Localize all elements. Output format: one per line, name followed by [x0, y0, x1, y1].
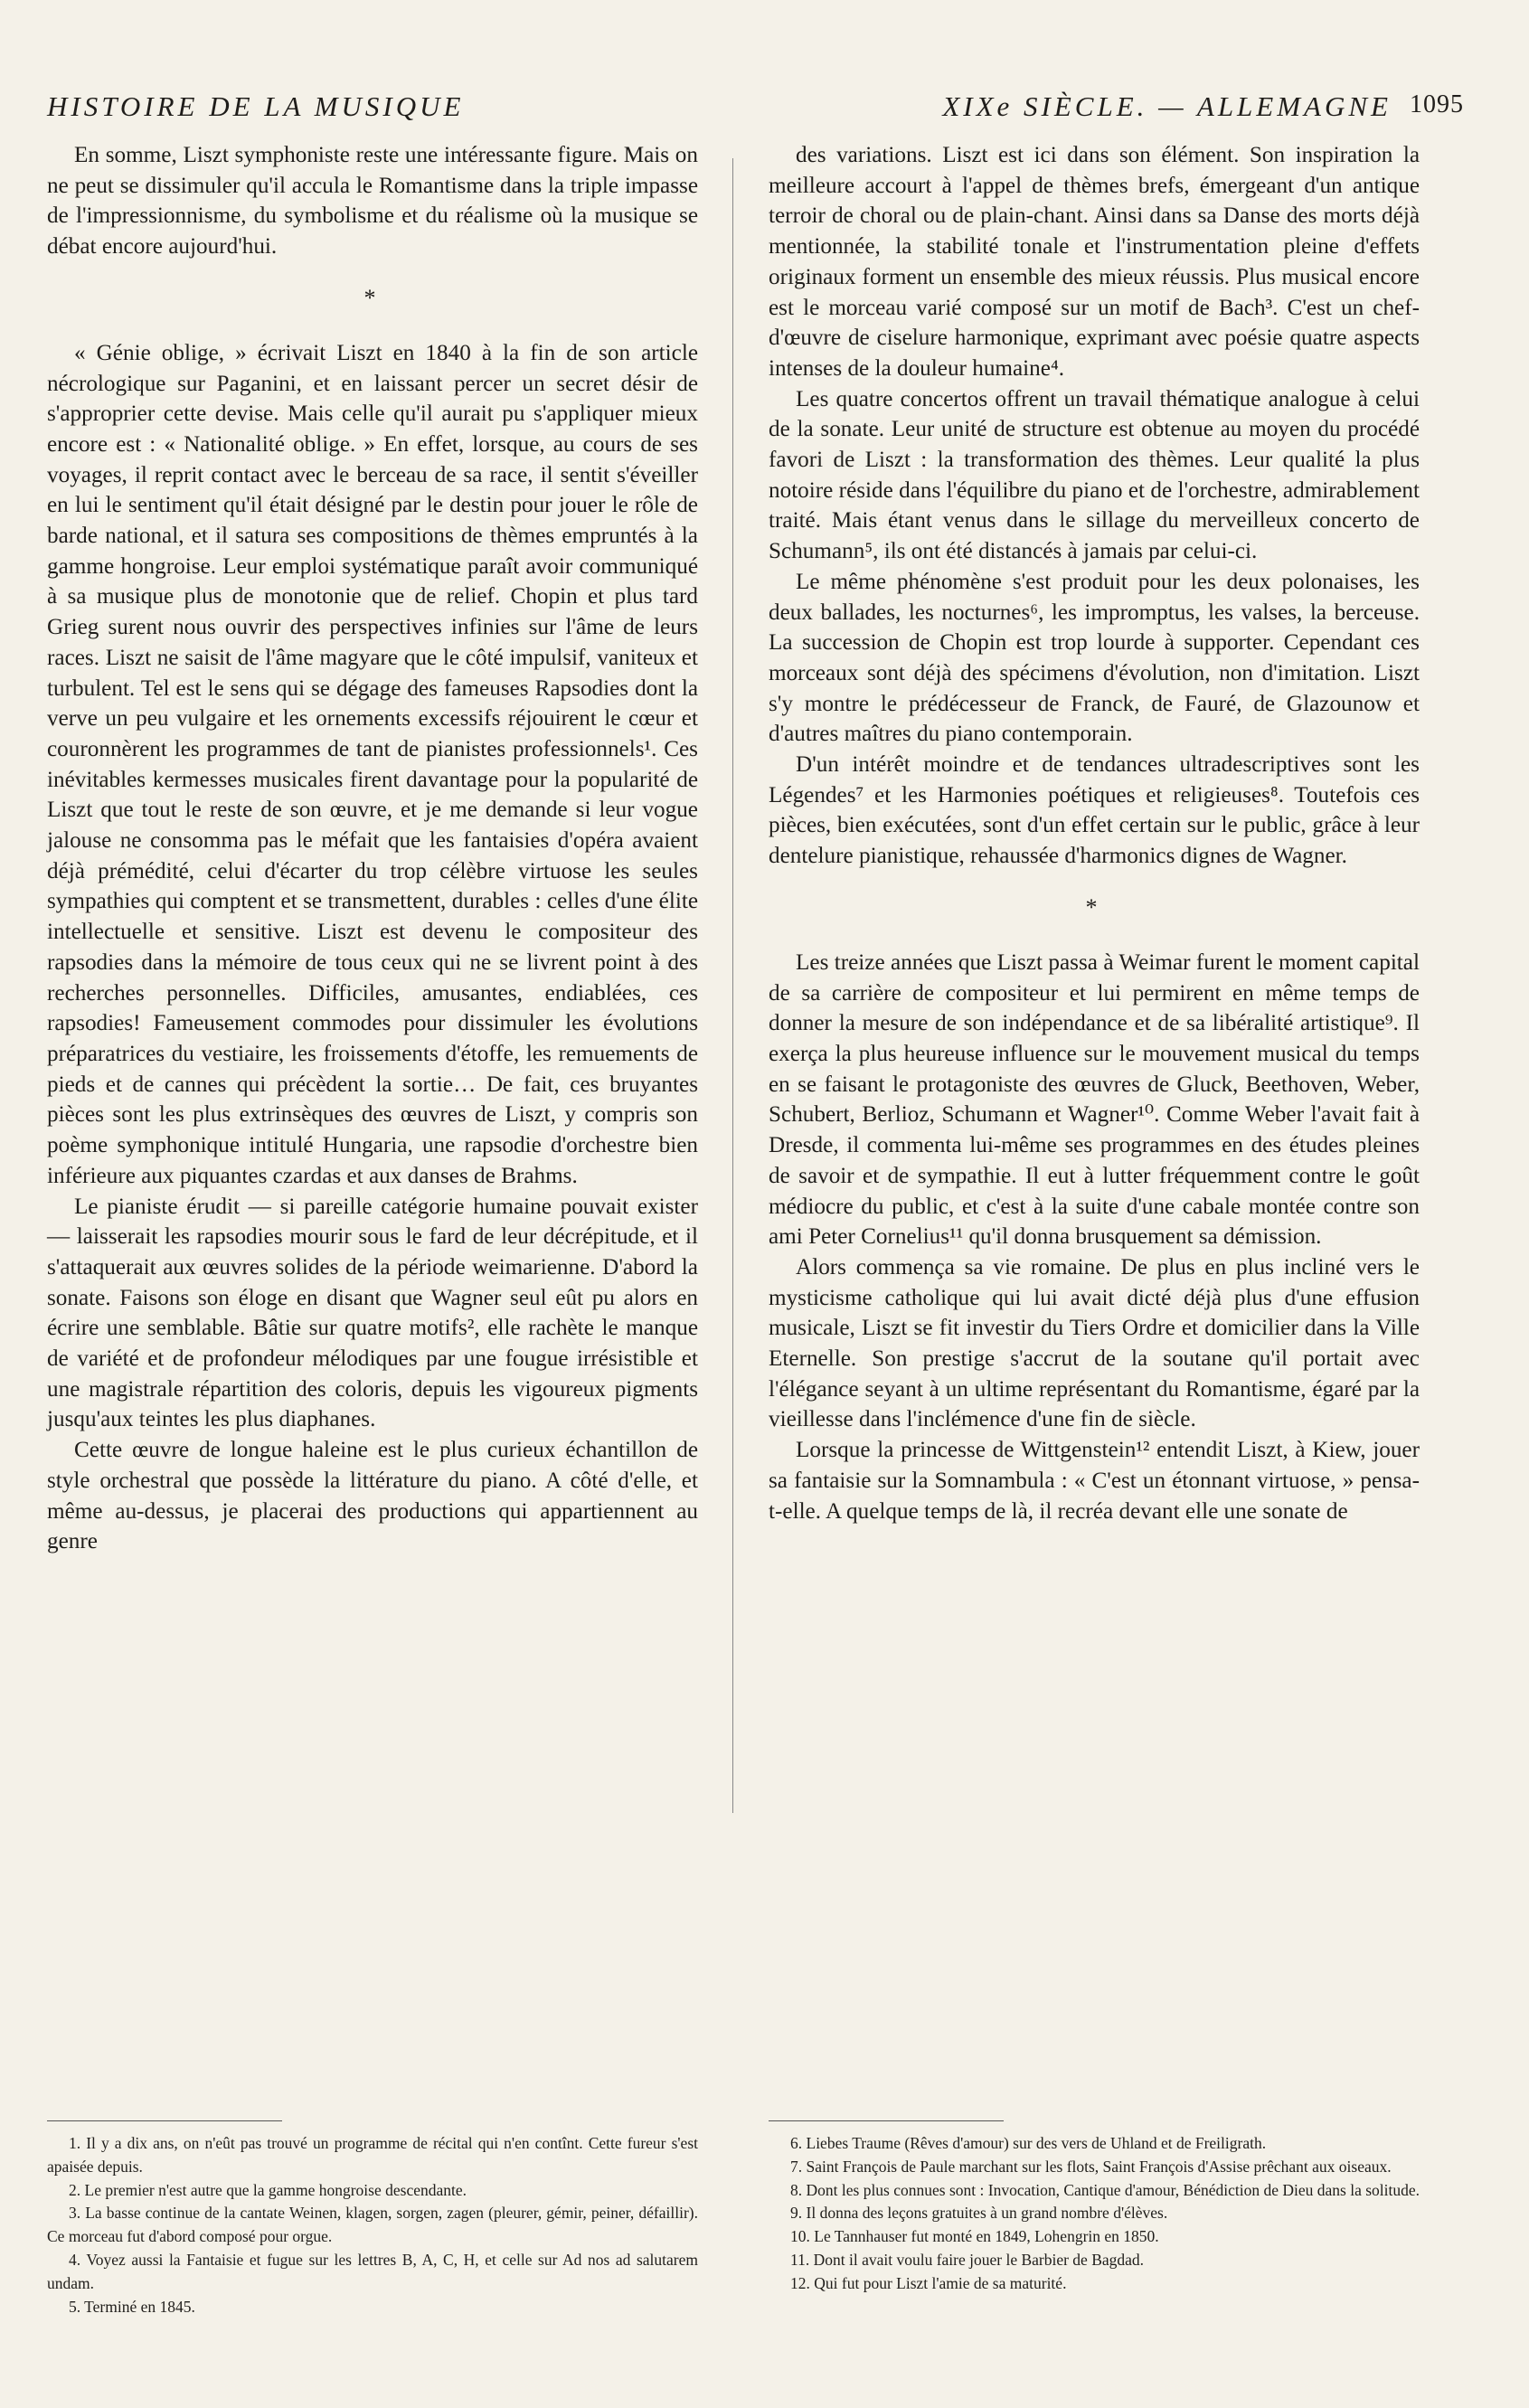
column-divider	[732, 158, 733, 1813]
paragraph: des variations. Liszt est ici dans son élément. Son inspiration la meilleure accourt à l'appel de thèmes brefs, émergeant d'un antique terroir de choral ou de plain-chant. Ainsi dans sa Danse des morts déjà mentionnée, la stabilité tonale et l'instrumentation pleine d'effets originaux forment un ensemble des mieux réussis. Plus musical encore est le morceau varié composé sur un motif de Bach³. C'est un chef-d'œuvre de ciselure harmonique, exprimant avec poésie quatre aspects intenses de la douleur humaine⁴.	[769, 143, 1420, 381]
paragraph: Le pianiste érudit — si pareille catégorie humaine pouvait exister — laisserait les rapsodies mourir sous le fard de leur décrépitude, et il s'attaquerait aux œuvres solides de la période weimarienne. D'abord la sonate. Faisons son éloge en disant que Wagner seul eût pu alors en écrire une semblable. Bâtie sur quatre motifs², elle rachète le manque de variété et de profondeur mélodiques par une fougue irrésistible et une magistrale répartition des coloris, depuis les vigoureux pigments jusqu'aux teintes les plus diaphanes.	[47, 1194, 698, 1432]
left-column	[47, 140, 698, 1557]
footnote: 2. Le premier n'est autre que la gamme hongroise descendante.	[69, 2180, 467, 2199]
paragraph: Alors commença sa vie romaine. De plus en plus incliné vers le mysticisme catholique qui lui avait dicté déjà plus d'une effusion musicale, Liszt se fit investir du Tiers Ordre et domicilier dans la Ville Eternelle. Son prestige s'accrut de la soutane qu'il portait avec l'élégance seyant à un ultime représentant du Romantisme, égaré par la vieillesse dans l'inclémence d'une fin de siècle.	[769, 1254, 1420, 1432]
section-separator: *	[1085, 893, 1103, 921]
running-head	[47, 90, 1464, 127]
footnote: 12. Qui fut pour Liszt l'amie de sa maturité.	[790, 2273, 1067, 2292]
running-head-left: HISTOIRE DE LA MUSIQUE	[47, 90, 465, 122]
right-footnotes	[769, 2120, 1420, 2296]
section-separator: *	[363, 284, 382, 311]
footnote: 10. Le Tannhauser fut monté en 1849, Lohengrin en 1850.	[790, 2227, 1159, 2246]
paragraph: Cette œuvre de longue haleine est le plus curieux échantillon de style orchestral que possède la littérature du piano. A côté d'elle, et même au-dessus, je placerai des productions qui appartiennent au genre	[47, 1438, 698, 1554]
text-columns	[47, 140, 1464, 2383]
left-footnotes	[47, 2120, 698, 2318]
page-number: 1095	[1410, 90, 1464, 118]
paragraph: En somme, Liszt symphoniste reste une intéressante figure. Mais on ne peut se dissimuler qu'il accula le Romantisme dans la triple impasse de l'impressionnisme, du symbolisme et du réalisme où la musique se débat encore aujourd'hui.	[47, 143, 698, 260]
footnote: 6. Liebes Traume (Rêves d'amour) sur des vers de Uhland et de Freiligrath.	[790, 2134, 1267, 2152]
paragraph: Les treize années que Liszt passa à Weimar furent le moment capital de sa carrière de compositeur et lui permirent en même temps de donner la mesure de son indépendance et de sa libéralité artistique⁹. Il exerça la plus heureuse influence sur le mouvement musical du temps en se faisant le protagoniste des œuvres de Gluck, Beethoven, Weber, Schubert, Berlioz, Schumann et Wagner¹⁰. Comme Weber l'avait fait à Dresde, il commenta lui-même ses programmes en des études pleines de savoir et de sympathie. Il eut à lutter fréquemment contre le goût médiocre du public, et c'est à la suite d'une cabale montée contre son ami Peter Cornelius¹¹ qu'il donna brusquement sa démission.	[769, 949, 1420, 1250]
paragraph: D'un intérêt moindre et de tendances ultradescriptives sont les Légendes⁷ et les Harmonies poétiques et religieuses⁸. Toutefois ces pièces, bien exécutées, sont d'un effet certain sur le public, grâce à leur dentelure pianistique, rehaussée d'harmonics dignes de Wagner.	[769, 752, 1420, 869]
footnote: 1. Il y a dix ans, on n'eût pas trouvé un programme de récital qui n'en contînt. Cette fureur s'est apaisée depuis.	[47, 2134, 698, 2176]
footnote: 5. Terminé en 1845.	[69, 2297, 195, 2316]
footnote-rule	[769, 2120, 1004, 2121]
footnote: 3. La basse continue de la cantate Weinen, klagen, sorgen, zagen (pleurer, gémir, peiner, défaillir). Ce morceau fut d'abord composé pour orgue.	[47, 2204, 698, 2246]
paragraph: Le même phénomène s'est produit pour les deux polonaises, les deux ballades, les nocturnes⁶, les impromptus, les valses, la berceuse. La succession de Chopin est trop lourde à supporter. Cependant ces morceaux sont déjà des spécimens d'évolution, non d'imitation. Liszt s'y montre le prédécesseur de Franck, de Fauré, de Glazounow et d'autres maîtres du piano contemporain.	[769, 569, 1420, 747]
footnote: 8. Dont les plus connues sont : Invocation, Cantique d'amour, Bénédiction de Dieu dans la solitude.	[790, 2180, 1420, 2199]
footnote: 7. Saint François de Paule marchant sur les flots, Saint François d'Assise prêchant aux oiseaux.	[790, 2157, 1392, 2176]
footnote: 11. Dont il avait voulu faire jouer le Barbier de Bagdad.	[790, 2250, 1145, 2269]
running-head-right: XIXe SIÈCLE. — ALLEMAGNE	[942, 90, 1392, 122]
paragraph: Lorsque la princesse de Wittgenstein¹² entendit Liszt, à Kiew, jouer sa fantaisie sur la Somnambula : « C'est un étonnant virtuose, » pensa-t-elle. A quelque temps de là, il recréa devant elle une sonate de	[769, 1438, 1420, 1524]
footnote-rule	[47, 2120, 282, 2121]
footnote: 4. Voyez aussi la Fantaisie et fugue sur les lettres B, A, C, H, et celle sur Ad nos ad salutarem undam.	[47, 2250, 698, 2292]
paragraph: « Génie oblige, » écrivait Liszt en 1840 à la fin de son article nécrologique sur Paganini, et en laissant percer un secret désir de s'approprier cette devise. Mais celle qu'il aurait pu s'appliquer mieux encore est : « Nationalité oblige. » En effet, lorsque, au cours de ses voyages, il reprit contact avec le berceau de sa race, il sentit s'éveiller en lui le sentiment qu'il était désigné par le destin pour jouer le rôle de barde national, et il satura ses compositions de thèmes empruntés à la gamme hongroise. Leur emploi systématique paraît avoir communiqué à sa musique plus de monotonie que de relief. Chopin et plus tard Grieg surent nous ouvrir des perspectives infinies sur l'âme de leurs races. Liszt ne saisit de l'âme magyare que le côté impulsif, vaniteux et turbulent. Tel est le sens qui se dégage des fameuses Rapsodies dont la verve un peu vulgaire et les ornements excessifs réjouirent le cœur et couronnèrent les programmes de tant de pianistes professionnels¹. Ces inévitables kermesses musicales firent davantage pour la popularité de Liszt que tout le reste de son œuvre, et je me demande si leur vogue jalouse ne consomma pas le méfait que les fantaisies d'opéra avaient déjà prémédité, celui d'écarter du trop célèbre virtuose les seules sympathies qui comptent et se transmettent, durables : celles d'une élite intellectuelle et sensitive. Liszt est devenu le compositeur des rapsodies dans la mémoire de tous ceux qui ne se livrent point à des recherches personnelles. Difficiles, amusantes, endiablées, ces rapsodies! Fameusement commodes pour dissimuler les évolutions préparatrices du vestiaire, les froissements d'étoffe, les remuements de pieds et de cannes qui précèdent la sortie… De fait, ces bruyantes pièces sont les plus extrinsèques des œuvres de Liszt, y compris son poème symphonique intitulé Hungaria, une rapsodie d'orchestre bien inférieure aux piquantes czardas et aux danses de Brahms.	[47, 340, 698, 1188]
paragraph: Les quatre concertos offrent un travail thématique analogue à celui de la sonate. Leur unité de structure est obtenue au moyen du procédé favori de Liszt : la transformation des thèmes. Leur qualité la plus notoire réside dans l'équilibre du piano et de l'orchestre, admirablement traité. Mais étant venus dans le sillage du merveilleux concerto de Schumann⁵, ils ont été distancés à jamais par celui-ci.	[769, 386, 1420, 564]
right-column	[769, 140, 1420, 1526]
footnote: 9. Il donna des leçons gratuites à un grand nombre d'élèves.	[790, 2204, 1168, 2223]
